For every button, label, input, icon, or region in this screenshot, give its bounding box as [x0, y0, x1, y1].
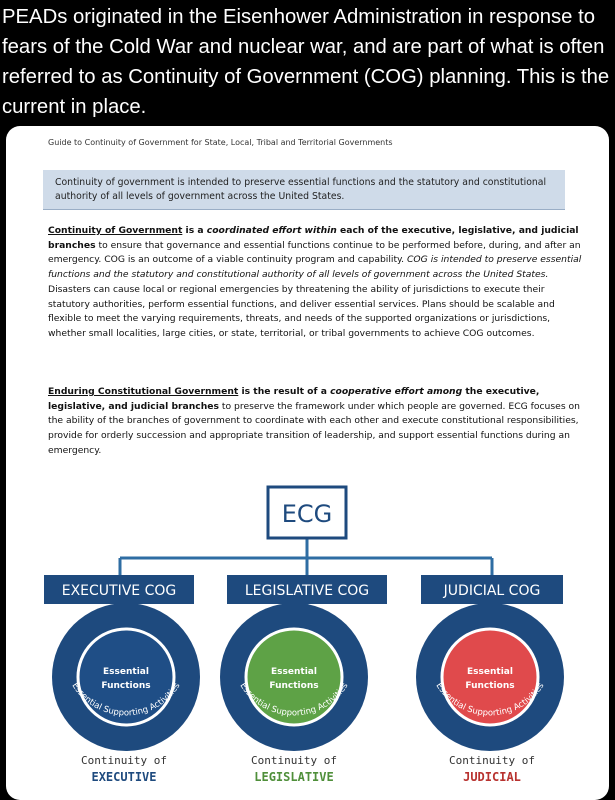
ecg-diagram — [6, 126, 609, 800]
ecg-emphasis: cooperative effort among — [330, 386, 463, 397]
cog-text-2: Disasters can cause local or regional emergencies by threatening the ability of jurisdictions to execute their statutory authorities, perform essential functions, and deliver essential services. Plans should be scalable and flexible to meet the varying requirements, threats, and needs of the supported organizations or jurisdictions, whether small localities, large cities, or state, territorial, or tribal governments to achieve COG outcomes. — [48, 283, 555, 339]
executive-caption-top: Continuity of — [80, 754, 168, 767]
cog-intent: COG is intended to preserve essential functions and the statutory and constitutional authority of all levels of government across the United States. — [48, 254, 582, 281]
ecg-root-label: ECG — [281, 500, 333, 528]
cog-term: Continuity of Government — [48, 225, 183, 236]
cog-emphasis: coordinated effort within — [206, 225, 337, 236]
judicial-essential-bottom: Functions — [465, 681, 515, 691]
executive-cog-label: EXECUTIVE COG — [61, 583, 177, 599]
running-header: Guide to Continuity of Government for State, Local, Tribal and Territorial Governments — [48, 138, 393, 147]
legislative-caption-bottom: LEGISLATIVE — [254, 770, 334, 784]
ecg-term: Enduring Constitutional Government — [48, 386, 239, 397]
legislative-supporting-ring: Essential Supporting Activities — [237, 681, 351, 719]
judicial-caption-bottom: JUDICIAL — [463, 770, 521, 784]
post-caption: PEADs originated in the Eisenhower Administration in response to fears of the Cold War and nuclear war, and are part of what is often referred to as Continuity of Government (COG) planning. This is the current in place. — [2, 6, 610, 118]
legislative-circle — [220, 603, 368, 751]
cog-text-1: to ensure that governance and essential functions continue to be performed before, during, and after an emergency. COG is an outcome of a viable continuity program and capability. — [48, 239, 581, 266]
legislative-caption-top: Continuity of — [250, 754, 338, 767]
callout-box: Continuity of government is intended to preserve essential functions and the statutory and constitutional authority of all levels of government across the United States. — [43, 170, 565, 210]
legislative-cog-label: LEGISLATIVE COG — [244, 583, 370, 599]
cog-branches: each of the executive, legislative, and judicial branches — [48, 225, 579, 251]
judicial-circle — [416, 603, 564, 751]
executive-caption-bottom: EXECUTIVE — [91, 770, 157, 784]
legislative-essential-bottom: Functions — [269, 681, 319, 691]
ecg-branches: the executive, legislative, and judicial branches — [48, 386, 540, 412]
cog-is-a: is a — [182, 225, 207, 236]
executive-essential-bottom: Functions — [101, 681, 151, 691]
ecg-text-1: to preserve the framework under which people are governed. ECG focuses on the ability of the branches of government to coordinate with each other and execute constitutional responsibilities, provide for orderly succession and appropriate transition of leadership, and support essential functions during an emergency. — [48, 400, 580, 456]
executive-essential-top: Essential — [103, 667, 149, 677]
executive-circle — [52, 603, 200, 751]
document-image — [6, 126, 609, 800]
ecg-is-the: is the result of a — [238, 386, 331, 397]
judicial-supporting-ring: Essential Supporting Activities — [433, 681, 547, 719]
judicial-essential-top: Essential — [467, 667, 513, 677]
judicial-caption-top: Continuity of — [448, 754, 536, 767]
legislative-essential-top: Essential — [271, 667, 317, 677]
judicial-cog-label: JUDICIAL COG — [443, 583, 541, 599]
executive-supporting-ring: Essential Supporting Activities — [69, 681, 183, 719]
